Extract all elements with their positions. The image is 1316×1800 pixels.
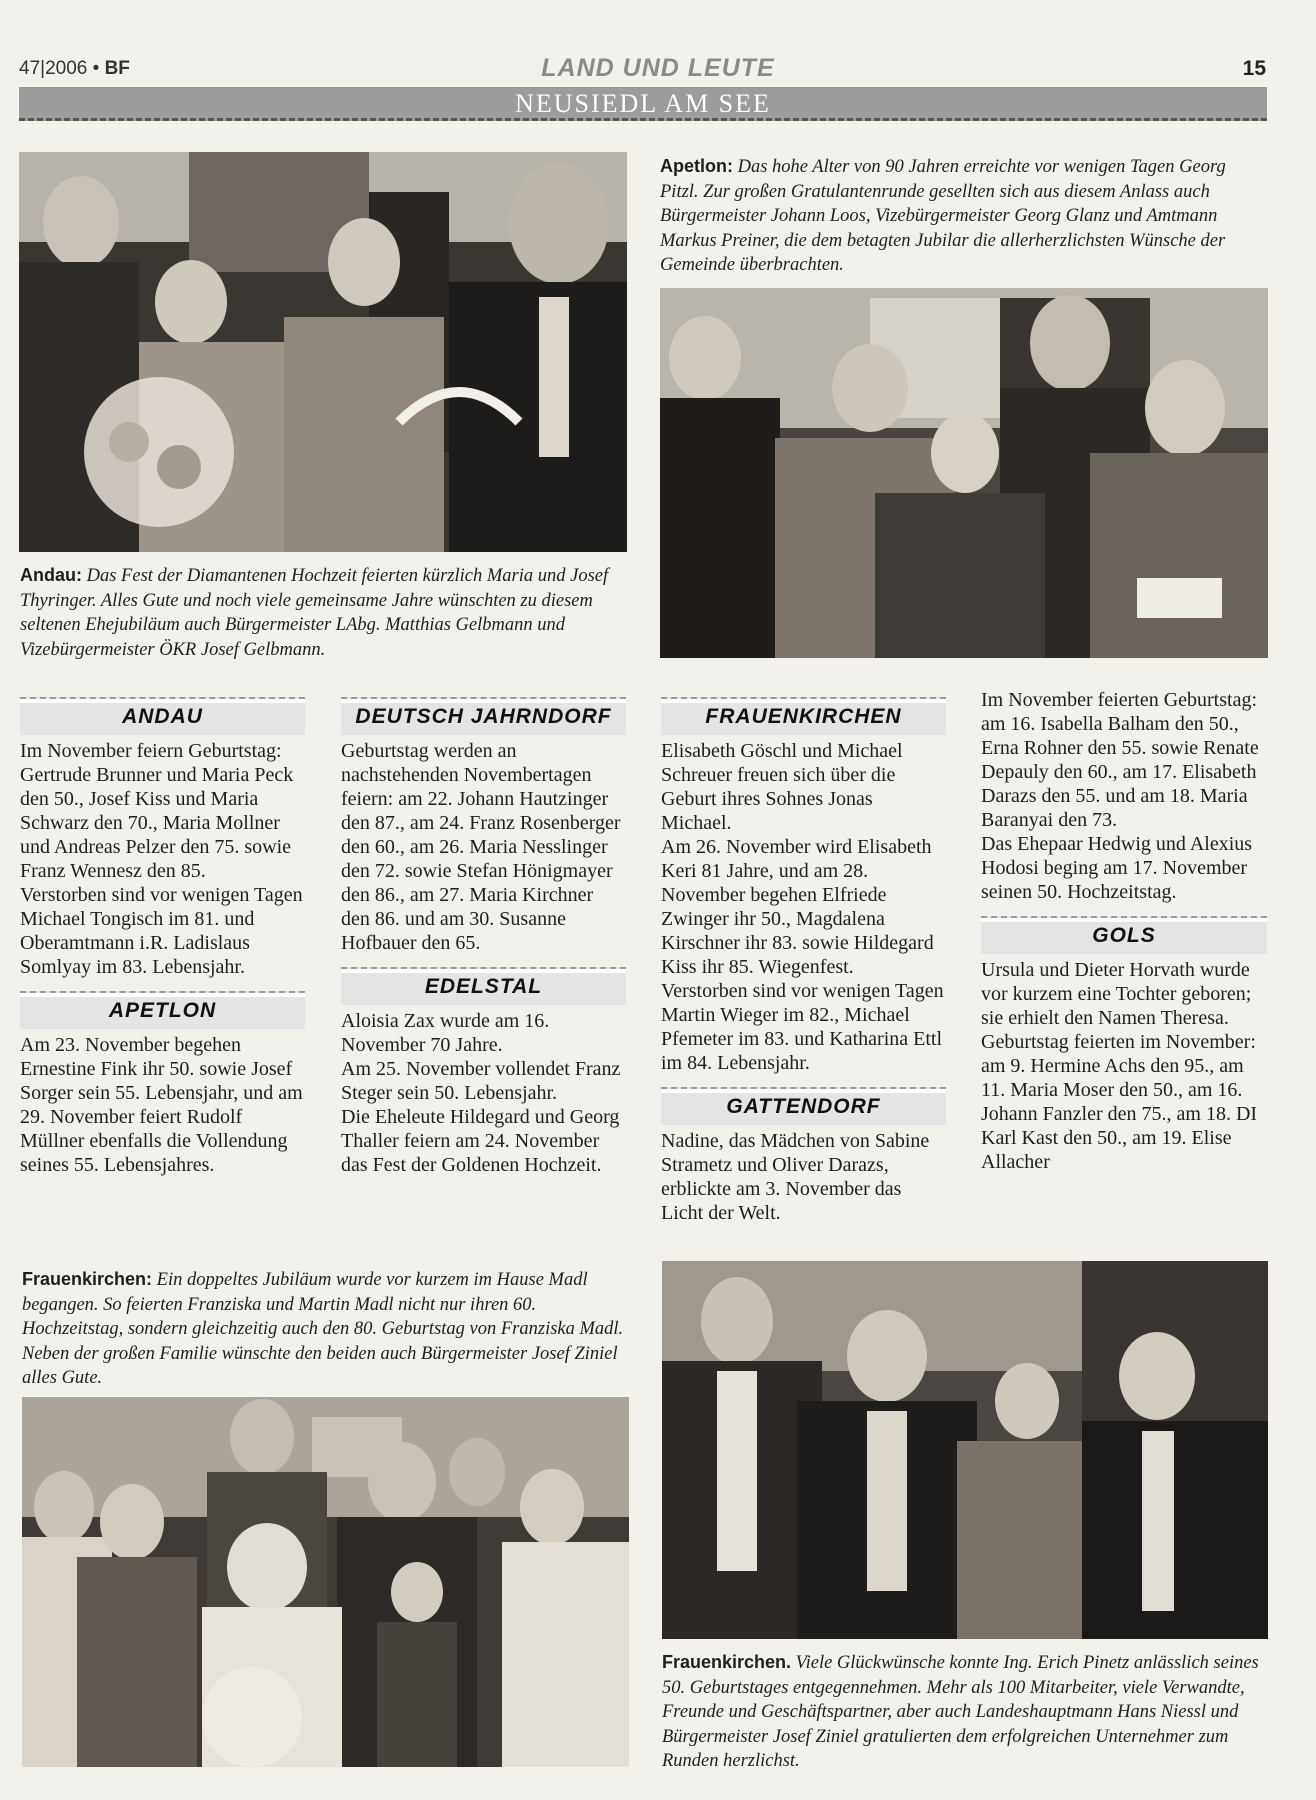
- frauenkirchen-body-3: Verstorben sind vor wenigen Tagen Martin Wieger im 82., Michael Pfemeter im 83. und Katharina Ettl im 84. Lebensjahr.: [661, 980, 944, 1074]
- apetlon-caption: [660, 154, 1268, 278]
- column-2: [341, 697, 626, 1177]
- apetlon-caption-text: Das hohe Alter von 90 Jahren erreichte vor wenigen Tagen Georg Pitzl. Zur großen Gratulantenrunde gesellten sich aus diesem Anlass auch Bürgermeister Johann Loos, Vizebürgermeister Georg Glanz und Amtmann Markus Preiner, die dem betagten Jubilar die allerherzlichsten Wünsche der Gemeinde überbrachten.: [660, 157, 1226, 275]
- gols-body: Ursula und Dieter Horvath wurde vor kurzem eine Tochter geboren; sie erhielt den Namen Theresa.: [981, 959, 1252, 1029]
- apetlon-caption-lead: Apetlon:: [660, 156, 733, 176]
- andau-photo: [19, 152, 627, 552]
- gattendorf-heading: GATTENDORF: [661, 1087, 946, 1125]
- gattendorf-body: Nadine, das Mädchen von Sabine Strametz und Oliver Darazs, erblickte am 3. November das Licht der Welt.: [661, 1130, 930, 1224]
- column-1: [20, 697, 305, 1177]
- issue-number: 47|2006 • BF: [19, 58, 130, 79]
- frauenkirchen-pinetz-photo: [662, 1261, 1268, 1639]
- gols-body-2: Geburtstag feierten im November: am 9. Hermine Achs den 95., am 11. Maria Moser den 50., am 16. Johann Fanzler den 75., am 18. DI Karl Kast den 50., am 19. Elise Allacher: [981, 1031, 1258, 1173]
- gols-heading: GOLS: [981, 916, 1267, 954]
- apetlon-body: Am 23. November begehen Ernestine Fink ihr 50. sowie Josef Sorger sein 55. Lebensjahr, und am 29. November feiert Rudolf Müllner ebenfalls die Vollendung seines 55. Lebensjahres.: [20, 1034, 303, 1176]
- frauenkirchen-pinetz-caption: [662, 1650, 1268, 1774]
- andau-body: Im November feiern Geburtstag: Gertrude Brunner und Maria Peck den 50., Josef Kiss und Maria Schwarz den 70., Maria Mollner und Andreas Pelzer den 75. sowie Franz Wennesz den 85.: [20, 740, 294, 882]
- region-title: NEUSIEDL AM SEE: [515, 89, 771, 118]
- edelstal-body-2: Am 25. November vollendet Franz Steger sein 50. Lebensjahr.: [341, 1058, 621, 1104]
- frauenkirchen-cont-body: Im November feierten Geburtstag: am 16. Isabella Balham den 50., Erna Rohner den 55. sowie Renate Depauly den 60., am 17. Elisabeth Darazs den 55. und am 18. Maria Baranyai den 73.: [981, 689, 1259, 831]
- frauenkirchen-heading: FRAUENKIRCHEN: [661, 697, 946, 735]
- andau-caption-lead: Andau:: [20, 565, 82, 585]
- frauenkirchen-body-2: Am 26. November wird Elisabeth Keri 81 Jahre, und am 28. November begehen Elfriede Zwinger ihr 50., Magdalena Kirschner ihr 83. sowie Hildegard Kiss ihr 85. Wiegenfest.: [661, 836, 934, 978]
- apetlon-heading: APETLON: [20, 991, 305, 1029]
- andau-body-2: Verstorben sind vor wenigen Tagen Michael Tongisch im 81. und Oberamtmann i.R. Ladislaus Somlyay im 83. Lebensjahr.: [20, 884, 303, 978]
- frauenkirchen-madl-caption-lead: Frauenkirchen:: [22, 1269, 153, 1289]
- frauenkirchen-pinetz-caption-text: Viele Glückwünsche konnte Ing. Erich Pinetz anlässlich seines 50. Geburtstages entgegennehmen. Mehr als 100 Mitarbeiter, viele Verwandte, Freunde und Geschäftspartner, aber auch Landeshauptmann Hans Niessl und Bürgermeister Josef Ziniel gratulierten dem erfolgreichen Unternehmer zum Runden herzlichst.: [662, 1653, 1259, 1771]
- frauenkirchen-body: Elisabeth Göschl und Michael Schreuer freuen sich über die Geburt ihres Sohnes Jonas Michael.: [661, 740, 903, 834]
- region-banner: [19, 87, 1267, 121]
- publication-brand: BF: [104, 58, 130, 79]
- deutsch-jahrndorf-heading: DEUTSCH JAHRNDORF: [341, 697, 626, 735]
- frauenkirchen-madl-caption: [22, 1267, 632, 1391]
- frauenkirchen-cont-body-2: Das Ehepaar Hedwig und Alexius Hodosi beging am 17. November seinen 50. Hochzeitstag.: [981, 833, 1253, 903]
- deutsch-jahrndorf-body: Geburtstag werden an nachstehenden Novembertagen feiern: am 22. Johann Hautzinger den 87., am 24. Franz Rosenberger den 60., am 26. Maria Nesslinger den 72. sowie Stefan Hönigmayer den 86., am 27. Maria Kirchner den 86. und am 30. Susanne Hofbauer den 65.: [341, 740, 621, 954]
- column-3: [661, 697, 946, 1225]
- andau-caption-text: Das Fest der Diamantenen Hochzeit feierten kürzlich Maria und Josef Thyringer. Alles Gute und noch viele gemeinsame Jahre wünschten zu diesem seltenen Ehejubiläum auch Bürgermeister LAbg. Matthias Gelbmann und Vizebürgermeister ÖKR Josef Gelbmann.: [20, 566, 609, 660]
- apetlon-photo: [660, 288, 1268, 658]
- edelstal-body-3: Die Eheleute Hildegard und Georg Thaller feiern am 24. November das Fest der Goldenen Hochzeit.: [341, 1106, 620, 1176]
- column-4: [981, 688, 1267, 1174]
- andau-heading: ANDAU: [20, 697, 305, 735]
- frauenkirchen-madl-caption-text: Ein doppeltes Jubiläum wurde vor kurzem im Hause Madl begangen. So feierten Franziska und Martin Madl nicht nur ihren 60. Hochzeitstag, sondern gleichzeitig auch den 80. Geburtstag von Franziska Madl. Neben der großen Familie wünschte den beiden auch Bürgermeister Josef Ziniel alles Gute.: [22, 1270, 624, 1388]
- section-title: LAND UND LEUTE: [541, 54, 775, 82]
- frauenkirchen-madl-photo: [22, 1397, 629, 1767]
- edelstal-body: Aloisia Zax wurde am 16. November 70 Jahre.: [341, 1010, 550, 1056]
- page-number: 15: [1242, 57, 1266, 80]
- andau-caption: [20, 563, 630, 662]
- frauenkirchen-pinetz-caption-lead: Frauenkirchen.: [662, 1652, 792, 1672]
- edelstal-heading: EDELSTAL: [341, 967, 626, 1005]
